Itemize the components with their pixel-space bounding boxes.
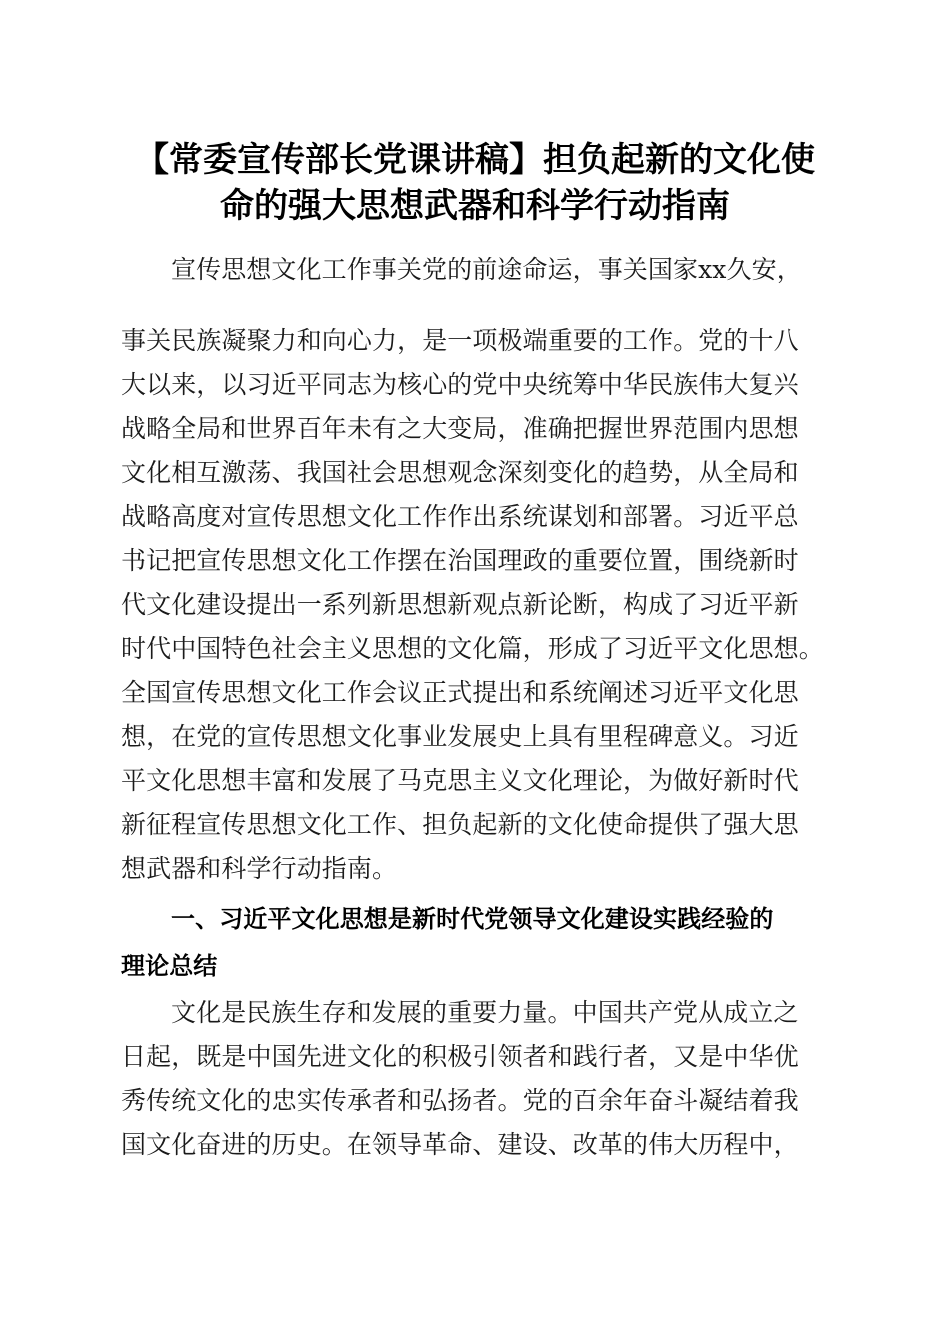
paragraph-2-line-4: 国文化奋进的历史。在领导革命、建设、改革的伟大历程中， xyxy=(121,1130,799,1159)
paragraph-1-line-9: 时代中国特色社会主义思想的文化篇，形成了习近平文化思想。 xyxy=(121,634,824,663)
paragraph-1-line-14: 想武器和科学行动指南。 xyxy=(121,854,398,883)
paragraph-1-line-5: 文化相互激荡、我国社会思想观念深刻变化的趋势，从全局和 xyxy=(121,458,799,487)
paragraph-1-line-8: 代文化建设提出一系列新思想新观点新论断，构成了习近平新 xyxy=(121,590,799,619)
section-heading-line-1: 一、习近平文化思想是新时代党领导文化建设实践经验的 xyxy=(171,905,774,933)
paragraph-2-line-2: 日起，既是中国先进文化的积极引领者和践行者，又是中华优 xyxy=(121,1042,799,1071)
paragraph-1-line-11: 想，在党的宣传思想文化事业发展史上具有里程碑意义。习近 xyxy=(121,722,799,751)
paragraph-1-line-10: 全国宣传思想文化工作会议正式提出和系统阐述习近平文化思 xyxy=(121,678,799,707)
paragraph-1-line-12: 平文化思想丰富和发展了马克思主义文化理论，为做好新时代 xyxy=(121,766,799,795)
paragraph-2-line-3: 秀传统文化的忠实传承者和弘扬者。党的百余年奋斗凝结着我 xyxy=(121,1086,799,1115)
document-title-line-2: 命的强大思想武器和科学行动指南 xyxy=(220,186,730,226)
paragraph-1-line-1: 宣传思想文化工作事关党的前途命运，事关国家xx久安， xyxy=(171,255,802,284)
document-title-line-1: 【常委宣传部长党课讲稿】担负起新的文化使 xyxy=(135,140,815,180)
paragraph-1-line-4: 战略全局和世界百年未有之大变局，准确把握世界范围内思想 xyxy=(121,414,799,443)
paragraph-1-line-7: 书记把宣传思想文化工作摆在治国理政的重要位置，围绕新时 xyxy=(121,546,799,575)
paragraph-2-line-1: 文化是民族生存和发展的重要力量。中国共产党从成立之 xyxy=(171,998,799,1027)
paragraph-1-line-3: 大以来，以习近平同志为核心的党中央统筹中华民族伟大复兴 xyxy=(121,370,799,399)
paragraph-1-line-13: 新征程宣传思想文化工作、担负起新的文化使命提供了强大思 xyxy=(121,810,799,839)
paragraph-1-line-2: 事关民族凝聚力和向心力，是一项极端重要的工作。党的十八 xyxy=(121,326,799,355)
paragraph-1-line-6: 战略高度对宣传思想文化工作作出系统谋划和部署。习近平总 xyxy=(121,502,799,531)
section-heading-line-2: 理论总结 xyxy=(121,952,218,980)
